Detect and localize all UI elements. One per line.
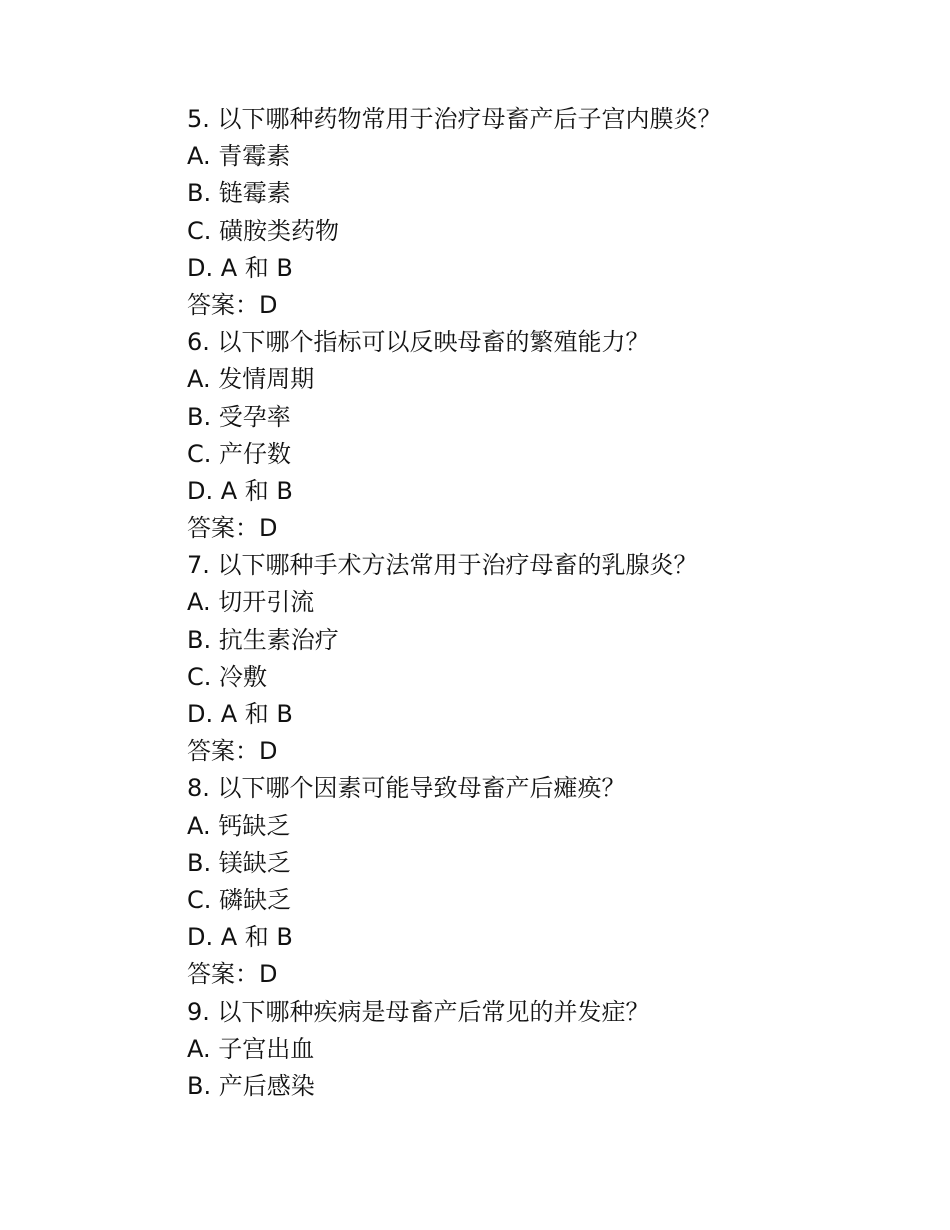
option-item: B. 抗生素治疗 bbox=[187, 625, 339, 654]
question-text: 7. 以下哪种手术方法常用于治疗母畜的乳腺炎？ bbox=[187, 551, 698, 580]
option-item: A. 子宫出血 bbox=[187, 1034, 315, 1063]
question-text: 8. 以下哪个因素可能导致母畜产后瘫痪？ bbox=[187, 774, 626, 803]
option-item: C. 冷敷 bbox=[187, 662, 268, 691]
question-text: 6. 以下哪个指标可以反映母畜的繁殖能力？ bbox=[187, 328, 650, 357]
answer-text: 答案：D bbox=[187, 737, 278, 766]
option-item: D. A 和 B bbox=[187, 253, 293, 282]
option-item: A. 青霉素 bbox=[187, 142, 291, 171]
option-item: B. 链霉素 bbox=[187, 179, 291, 208]
option-item: B. 受孕率 bbox=[187, 402, 291, 431]
option-item: B. 产后感染 bbox=[187, 1071, 315, 1100]
option-item: C. 产仔数 bbox=[187, 439, 292, 468]
option-item: C. 磺胺类药物 bbox=[187, 216, 340, 245]
option-item: D. A 和 B bbox=[187, 476, 293, 505]
answer-text: 答案：D bbox=[187, 514, 278, 543]
question-text: 5. 以下哪种药物常用于治疗母畜产后子宫内膜炎？ bbox=[187, 105, 722, 133]
question-text: 9. 以下哪种疾病是母畜产后常见的并发症？ bbox=[187, 997, 650, 1026]
option-item: A. 发情周期 bbox=[187, 365, 315, 394]
option-item: D. A 和 B bbox=[187, 700, 293, 728]
question-list bbox=[187, 101, 887, 1105]
option-item: A. 切开引流 bbox=[187, 588, 315, 617]
option-item: C. 磷缺乏 bbox=[187, 885, 292, 914]
option-item: B. 镁缺乏 bbox=[187, 848, 291, 877]
option-item: A. 钙缺乏 bbox=[187, 811, 291, 840]
answer-text: 答案：D bbox=[187, 960, 278, 989]
option-item: D. A 和 B bbox=[187, 923, 293, 952]
answer-text: 答案：D bbox=[187, 290, 278, 319]
